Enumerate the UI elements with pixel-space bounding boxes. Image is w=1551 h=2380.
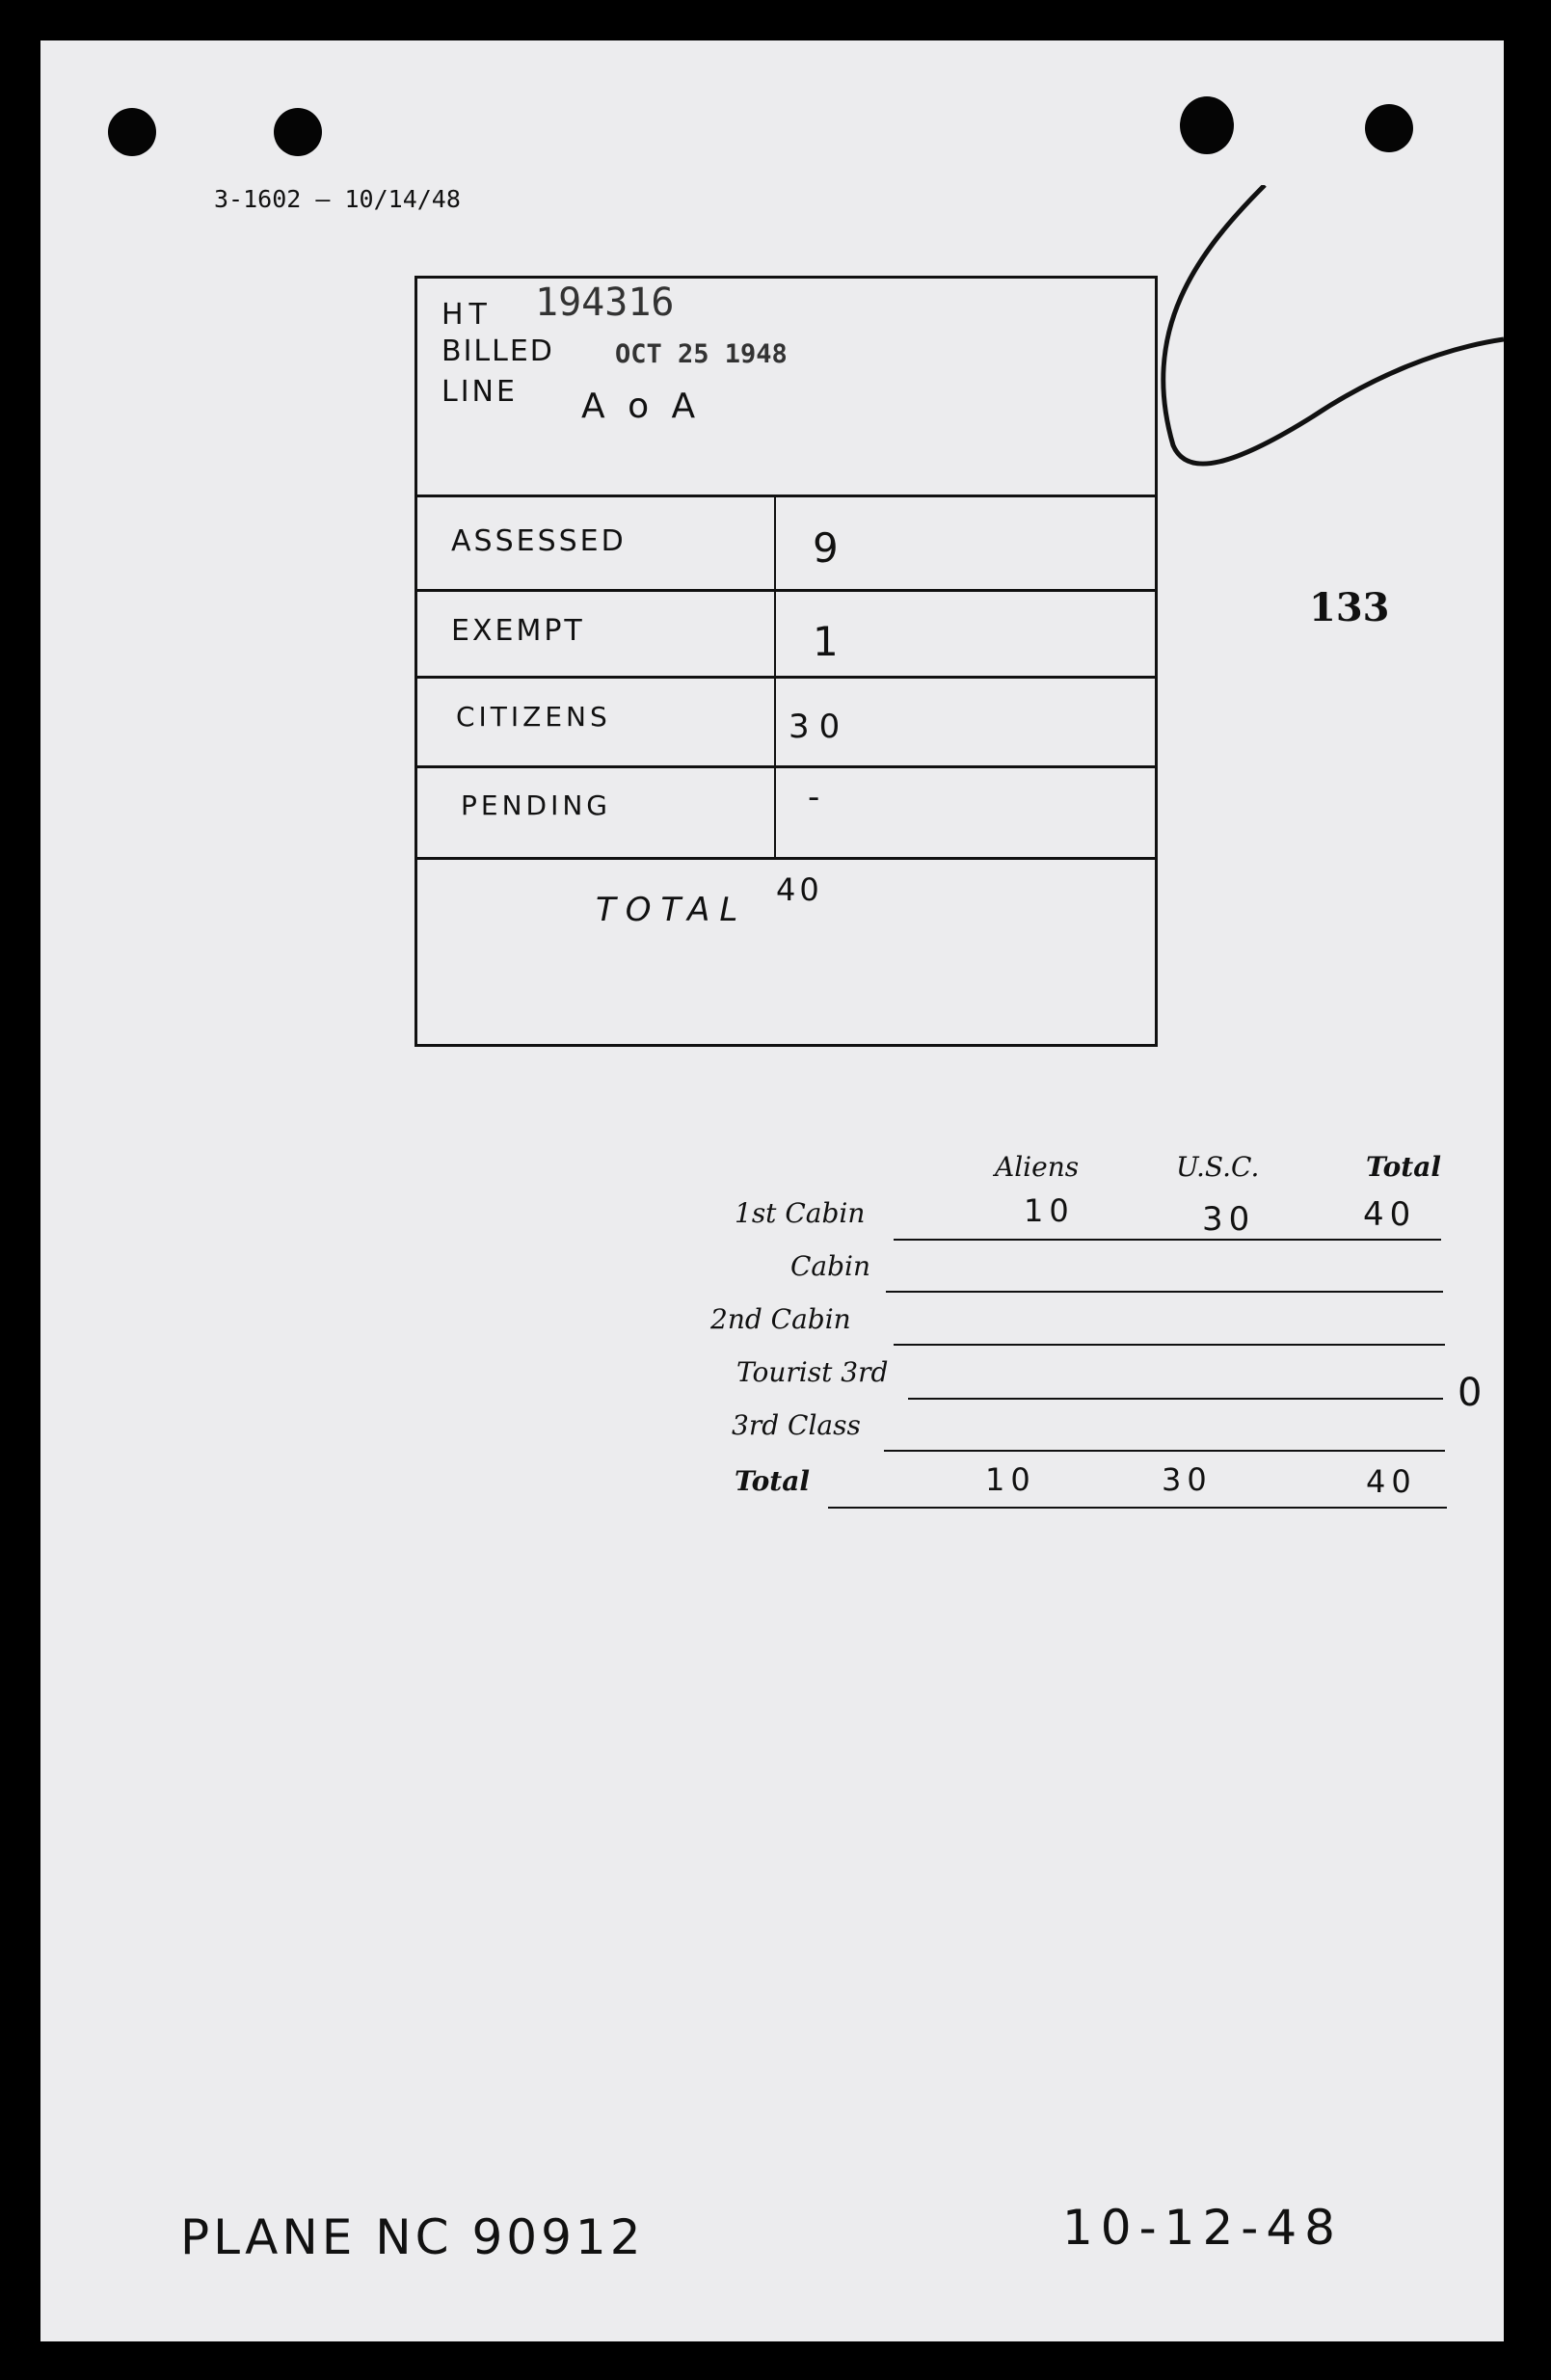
column-divider xyxy=(774,495,776,857)
citizens-label: CITIZENS xyxy=(456,701,611,733)
assessed-label: ASSESSED xyxy=(451,524,627,558)
billed-label: BILLED xyxy=(441,334,554,368)
pen-stroke xyxy=(1120,185,1504,532)
row-divider xyxy=(417,857,1155,860)
citizens-value: 30 xyxy=(789,708,850,746)
punch-hole-right xyxy=(1365,104,1413,152)
row-label-3rd-class: 3rd Class xyxy=(732,1409,861,1441)
total-value: 40 xyxy=(776,871,823,908)
pending-value: - xyxy=(808,778,826,816)
punch-hole-left xyxy=(108,108,156,156)
total-label: TOTAL xyxy=(596,891,748,929)
stamp-box xyxy=(414,276,1158,1047)
row-divider xyxy=(417,676,1155,679)
row-label-tourist-3rd: Tourist 3rd xyxy=(736,1356,889,1388)
billed-date: OCT 25 1948 xyxy=(615,339,788,369)
form-number: 3-1602 xyxy=(214,185,302,213)
pending-label: PENDING xyxy=(461,789,611,821)
row-label-total: Total xyxy=(735,1465,811,1497)
exempt-label: EXEMPT xyxy=(451,614,585,648)
header-aliens: Aliens xyxy=(995,1151,1080,1183)
row-divider xyxy=(417,495,1155,497)
assessed-value: 9 xyxy=(813,524,844,572)
1st-cabin-total: 40 xyxy=(1363,1195,1417,1234)
header-total: Total xyxy=(1366,1151,1442,1183)
row-underline xyxy=(886,1291,1443,1293)
row-underline xyxy=(908,1398,1443,1400)
row-label-2nd-cabin: 2nd Cabin xyxy=(710,1303,851,1335)
punch-hole-left-2 xyxy=(274,108,322,156)
exempt-value: 1 xyxy=(813,618,844,665)
form-code xyxy=(214,185,461,213)
row-underline xyxy=(894,1344,1445,1346)
row-underline xyxy=(884,1450,1445,1452)
ht-number: 194316 xyxy=(535,281,675,325)
total-usc: 30 xyxy=(1162,1461,1213,1498)
total-total: 40 xyxy=(1366,1463,1417,1500)
header-usc: U.S.C. xyxy=(1176,1151,1260,1183)
form-separator: — xyxy=(315,185,345,213)
side-mark: 0 xyxy=(1457,1371,1488,1415)
row-label-1st-cabin: 1st Cabin xyxy=(735,1197,866,1229)
total-aliens: 10 xyxy=(985,1461,1036,1498)
row-divider xyxy=(417,589,1155,592)
line-label: LINE xyxy=(441,375,518,409)
row-underline xyxy=(894,1239,1441,1241)
margin-number: 133 xyxy=(1309,585,1390,630)
line-value: A o A xyxy=(581,387,702,426)
date-note: 10-12-48 xyxy=(1062,2200,1343,2256)
document-page xyxy=(40,40,1504,2341)
punch-hole-center xyxy=(1180,96,1234,154)
ht-label: HT xyxy=(441,298,493,332)
plane-note: PLANE NC 90912 xyxy=(180,2209,645,2265)
row-divider xyxy=(417,765,1155,768)
row-underline xyxy=(828,1507,1447,1509)
1st-cabin-aliens: 10 xyxy=(1024,1192,1075,1229)
row-label-cabin: Cabin xyxy=(790,1250,871,1282)
form-date: 10/14/48 xyxy=(344,185,461,213)
1st-cabin-usc: 30 xyxy=(1202,1200,1256,1239)
